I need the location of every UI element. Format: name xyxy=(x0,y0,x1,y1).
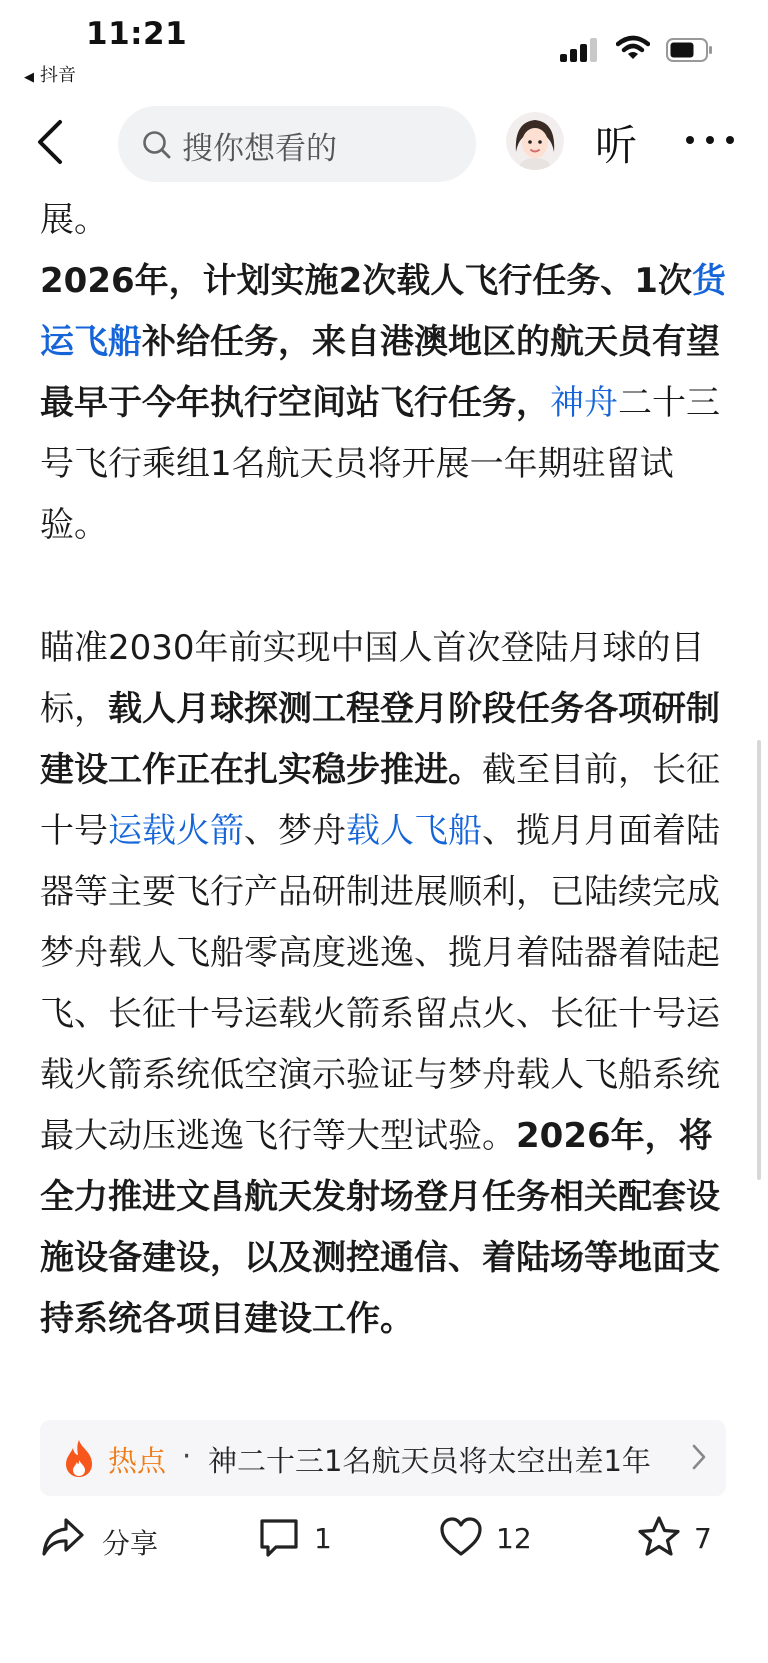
hot-topic-bar[interactable] xyxy=(40,1420,726,1496)
article-text-bold: 2026年，将全力推进文昌航天发射场登月任务相关配套设施设备建设，以及测控通信、着陆场等地面支持系统各项目建设工作。 xyxy=(40,1116,720,1339)
bottom-action-bar xyxy=(0,1500,768,1580)
back-app-label: 抖音 xyxy=(40,65,76,86)
article-text: 截至目前，长征十号 xyxy=(40,750,720,851)
more-options-icon[interactable] xyxy=(680,120,740,160)
keyword-link-shenzhou[interactable]: 神舟 xyxy=(550,383,618,423)
article-text: 、揽月月面着陆器等主要飞行产品研制进展顺利，已陆续完成梦舟载人飞船零高度逃逸、揽月着陆器着陆起飞、长征十号运载火箭系留点火、长征十号运载火箭系统低空演示验证与梦舟载人飞船系统最大动压逃逸飞行等大型试验。 xyxy=(40,811,720,1156)
favorite-button[interactable] xyxy=(636,1514,726,1564)
article-text-bold: 载人月球探测工程登月阶段任务各项研制建设工作正在扎实稳步推进。 xyxy=(40,689,720,790)
share-button[interactable] xyxy=(40,1514,170,1564)
wifi-icon xyxy=(616,35,650,61)
heart-icon xyxy=(438,1514,484,1560)
share-label: 分享 xyxy=(102,1527,159,1560)
avatar-image xyxy=(506,112,564,170)
favorite-count: 7 xyxy=(694,1522,712,1555)
hot-topic-label: 热点 xyxy=(108,1444,167,1478)
top-nav-bar xyxy=(0,98,768,190)
search-icon xyxy=(142,130,172,160)
keyword-link-launch-vehicle[interactable]: 运载火箭 xyxy=(108,811,244,851)
article-text: 二十三号飞行乘组1名航天员将开展一年期驻留试验。 xyxy=(40,383,720,545)
search-input[interactable] xyxy=(118,106,476,182)
article-text: 瞄准2030年前实现中国人首次登陆月球的目标， xyxy=(40,628,705,729)
like-count: 12 xyxy=(496,1522,532,1555)
article-paragraph xyxy=(40,251,730,556)
article-text: 补给任务，来自港澳地区的航天员有望最早于今年执行空间站飞行任务， xyxy=(40,322,720,423)
like-button[interactable] xyxy=(438,1514,548,1564)
article-text: 2026年，计划实施2次载人飞行任务、1次 xyxy=(40,261,692,301)
listen-button[interactable]: 听 xyxy=(595,121,638,170)
article-text: 、梦舟 xyxy=(244,811,346,851)
search-placeholder: 搜你想看的 xyxy=(182,131,337,167)
star-icon xyxy=(636,1514,682,1560)
flame-icon xyxy=(62,1438,96,1478)
hot-topic-separator: · xyxy=(182,1439,192,1473)
keyword-link-cargo-spacecraft[interactable]: 货运飞船 xyxy=(40,261,726,362)
article-paragraph xyxy=(40,618,730,1350)
signal-icon xyxy=(560,38,598,62)
status-time: 11:21 xyxy=(86,16,188,52)
article-text: 展。 xyxy=(40,200,108,240)
comment-icon xyxy=(256,1514,302,1560)
paragraph-spacer xyxy=(40,556,730,618)
status-bar xyxy=(0,0,768,95)
back-to-app[interactable] xyxy=(24,61,76,87)
assistant-avatar[interactable] xyxy=(506,112,564,170)
back-arrow-icon[interactable] xyxy=(28,110,78,170)
article-body xyxy=(40,190,730,1350)
comment-button[interactable] xyxy=(256,1514,356,1564)
battery-icon xyxy=(666,38,714,62)
share-icon xyxy=(40,1514,86,1560)
article-paragraph xyxy=(40,190,730,251)
comment-count: 1 xyxy=(314,1522,332,1555)
keyword-link-crewed-spacecraft[interactable]: 载人飞船 xyxy=(346,811,482,851)
hot-topic-text: 神二十三1名航天员将太空出差1年 xyxy=(208,1444,651,1478)
back-triangle-icon: ◀ xyxy=(24,70,34,85)
chevron-right-icon xyxy=(690,1442,708,1472)
scrollbar[interactable] xyxy=(757,740,761,1180)
